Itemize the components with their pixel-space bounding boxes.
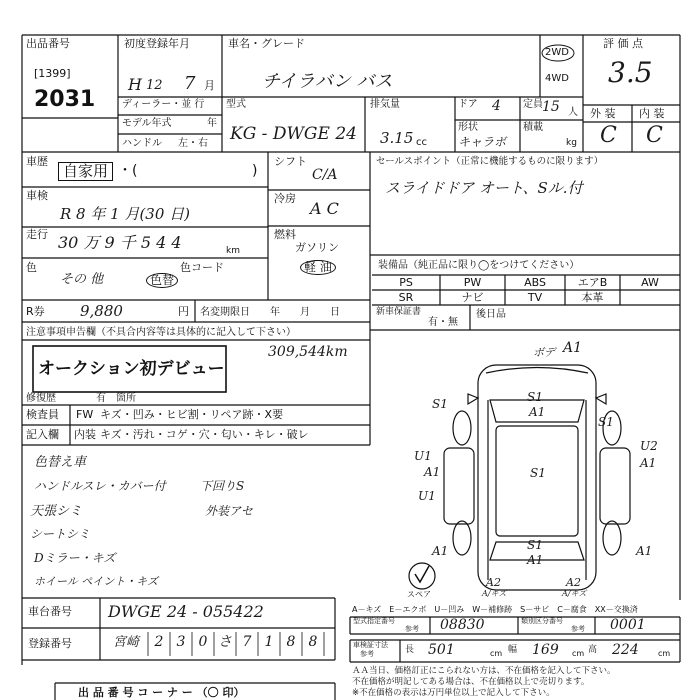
spare-label: スペア — [407, 590, 431, 599]
type-designation-sub: 参考 — [405, 625, 419, 633]
damage-mark: S1 — [527, 538, 543, 552]
type-label: 型式 — [226, 99, 246, 110]
damage-mark: A1 — [563, 340, 583, 356]
sales-point-value: スライドドア オート、Sル.付 — [385, 179, 583, 197]
notes-mileage: 309,544km — [268, 344, 348, 360]
notes-label: 注意事項申告欄（不具合内容等は具体的に記入して下さい） — [26, 327, 296, 338]
interior-label: 内 装 — [639, 107, 665, 120]
damage-mark: A/キズ — [482, 589, 507, 598]
capacity-label: 定員 — [523, 99, 543, 110]
doors-label: ドア — [458, 99, 478, 110]
history-value: 自家用 — [58, 162, 113, 181]
chassis-label: 車台番号 — [28, 605, 72, 618]
damage-mark: A1 — [529, 405, 546, 419]
repair-history-label: 修復歴 — [26, 393, 56, 404]
height-unit: cm — [658, 649, 671, 658]
ac-value: A C — [310, 199, 339, 218]
left-side-panel — [444, 448, 474, 524]
damage-mark: A1 — [527, 553, 544, 567]
equipment-leather: 本革 — [581, 291, 604, 304]
displacement-unit: cc — [416, 137, 427, 148]
warranty-label: 新車保証書 — [376, 307, 422, 317]
first-registration-month-unit: 月 — [204, 79, 215, 92]
lot-sub-number: [1399] — [34, 67, 71, 80]
lot-number-corner: 出 品 番 号 コ ー ナ ー （〇 印） — [78, 686, 245, 699]
type-designation-label: 型式指定番号 — [353, 617, 395, 625]
inspection-label: 車検 — [26, 189, 48, 202]
shift-label: シフト — [274, 155, 307, 168]
recycle-unit: 円 — [178, 305, 189, 318]
handwritten-note: 下回りS — [200, 479, 245, 493]
shape-value: キャラボ — [458, 135, 507, 149]
dimensions-sub: 参考 — [360, 650, 374, 658]
interior-items-label: 内装 — [74, 428, 96, 441]
handwritten-note: ホイール ペイント・キズ — [34, 575, 159, 588]
registration-cell: 1 — [264, 634, 274, 650]
registration-cell: 7 — [242, 634, 252, 650]
damage-mark: U1 — [414, 449, 432, 463]
notice-line: ※不在価格の表示は万円単位以上で記入して下さい。 — [352, 688, 555, 698]
equipment-aw: AW — [641, 276, 659, 289]
registration-region: 宮崎 — [112, 635, 139, 650]
height-value: 224 — [612, 642, 639, 658]
shift-value: C/A — [312, 167, 338, 183]
classification-label: 類別区分番号 — [521, 617, 563, 625]
color-label: 色 — [26, 261, 37, 274]
length-value: 501 — [428, 642, 455, 658]
displacement-label: 排気量 — [370, 99, 400, 110]
first-registration-label: 初度登録年月 — [124, 37, 190, 50]
load-unit: kg — [566, 138, 577, 148]
mileage-value: 30 万 9 千 5 4 4 — [58, 233, 182, 252]
fw-label: FW — [76, 408, 94, 421]
repaint-mark: 色替 — [146, 273, 178, 288]
drive-2wd: 2WD — [545, 47, 569, 58]
front-bumper — [486, 368, 588, 374]
length-label: 長 — [405, 645, 415, 655]
doors-value: 4 — [492, 98, 501, 114]
wheel-front-left — [453, 411, 471, 445]
load-label: 積載 — [523, 122, 543, 133]
length-unit: cm — [490, 649, 503, 658]
equipment-sr: SR — [398, 291, 414, 304]
model-year-label: モデル年式 — [122, 118, 172, 129]
registration-cell: 2 — [154, 634, 164, 650]
shape-label: 形状 — [458, 122, 478, 133]
capacity-unit: 人 — [568, 107, 578, 118]
car-name-label: 車名・グレード — [228, 37, 305, 50]
model-year-unit: 年 — [207, 118, 217, 129]
height-label: 高 — [588, 645, 598, 655]
first-registration-month: 7 — [184, 73, 196, 94]
warranty-value: 有・無 — [428, 317, 458, 328]
damage-mark: S1 — [432, 397, 448, 411]
damage-mark: A1 — [424, 465, 441, 479]
type-designation-value: 08830 — [440, 617, 485, 633]
handwritten-note: 外装アセ — [205, 504, 253, 518]
equipment-abs: ABS — [524, 276, 546, 289]
handwritten-note: Dミラー・キズ — [34, 551, 116, 565]
later-items-label: 後日品 — [476, 309, 506, 320]
damage-mark: ボデ — [533, 346, 555, 359]
registration-cell: 0 — [198, 634, 208, 650]
registration-cell: 3 — [176, 634, 186, 650]
inspector-label: 検査員 — [26, 408, 59, 421]
equipment-tv: TV — [527, 291, 543, 304]
capacity-value: 15 — [542, 99, 560, 115]
chassis-number: DWGE 24 - 055422 — [108, 602, 264, 621]
history-sep: ・( — [118, 163, 138, 179]
fuel-diesel: 軽 油 — [300, 260, 336, 275]
name-change-label: 名変期限日 — [200, 307, 250, 318]
damage-mark: A2 — [566, 576, 581, 589]
roof — [496, 426, 578, 536]
equipment-label: 装備品（純正品に限り◯をつけてください） — [378, 260, 580, 271]
sales-point-label: セールスポイント（正常に機能するものに限ります） — [376, 156, 604, 167]
inspector-entry-label: 記入欄 — [26, 428, 59, 441]
lot-number: 2031 — [34, 87, 96, 112]
damage-mark: A/キズ — [562, 589, 587, 598]
interior-grade: C — [646, 123, 663, 148]
damage-mark: S1 — [598, 415, 614, 429]
classification-sub: 参考 — [571, 625, 585, 633]
wheel-rear-right — [603, 521, 621, 555]
handwritten-note: 天張シミ — [30, 504, 83, 519]
ac-label: 冷房 — [274, 192, 296, 205]
dimensions-label: 車検証寸法 — [353, 641, 388, 649]
width-value: 169 — [532, 642, 559, 658]
mirror-right — [596, 394, 606, 404]
fuel-gasoline: ガソリン — [295, 241, 339, 254]
type-value: KG - DWGE 24 — [230, 124, 357, 144]
color-code-label: 色コード — [180, 261, 224, 274]
handwritten-note: ハンドルスレ・カバー付 — [34, 479, 166, 493]
repair-history-value: 有 — [96, 393, 106, 404]
registration-label: 登録番号 — [28, 637, 72, 650]
damage-mark: A2 — [486, 576, 501, 589]
handwritten-note: シートシミ — [30, 527, 91, 541]
damage-mark: A1 — [432, 544, 449, 558]
auction-debut-text: オークション初デビュー — [38, 359, 225, 379]
damage-mark: S1 — [530, 466, 546, 480]
handle-label: ハンドル — [122, 138, 162, 149]
inspection-value: R 8 年 1 月(30 日) — [60, 205, 191, 223]
damage-mark: S1 — [527, 390, 543, 404]
equipment-pw: PW — [463, 276, 482, 289]
first-registration-year: 12 — [146, 78, 163, 93]
recycle-label: R券 — [26, 305, 45, 318]
dealer-label: ディーラー・並 行 — [122, 99, 205, 110]
classification-value: 0001 — [610, 617, 646, 633]
recycle-value: 9,880 — [80, 302, 123, 320]
exterior-grade: C — [600, 123, 617, 148]
damage-legend: A－キズ E－エクボ U－凹み W－補修跡 S－サビ C－腐食 XX－交換済 — [352, 605, 638, 614]
car-name-value: チイラバン バス — [262, 71, 393, 92]
drive-4wd: 4WD — [545, 73, 569, 84]
repair-history-unit: 箇所 — [116, 393, 136, 404]
exterior-label: 外 装 — [590, 107, 616, 120]
fuel-label: 燃料 — [274, 228, 296, 241]
fw-items: キズ・凹み・ヒビ割・リペア跡・X要 — [100, 408, 284, 421]
spare-check-icon — [415, 566, 429, 582]
notice-line: ＡＡ当日、価格訂正にこられない方は、不在価格を記入して下さい。 — [352, 666, 616, 676]
right-side-panel — [600, 448, 630, 524]
equipment-navi: ナビ — [461, 291, 484, 304]
history-close: ) — [252, 163, 258, 179]
equipment-airbag: エアB — [577, 276, 608, 289]
handle-value: 左・右 — [178, 138, 208, 149]
lot-label: 出品番号 — [26, 37, 70, 50]
interior-items: キズ・汚れ・コゲ・穴・匂い・キレ・破レ — [100, 428, 309, 441]
registration-cell: 8 — [286, 634, 296, 650]
score-label: 評 価 点 — [603, 37, 643, 50]
width-label: 幅 — [508, 645, 518, 655]
registration-cell: さ — [218, 634, 232, 650]
damage-mark: U2 — [640, 439, 658, 453]
score-value: 3.5 — [608, 56, 653, 89]
first-registration-era: H — [128, 75, 142, 94]
mileage-unit: km — [226, 246, 240, 256]
name-change-value: 年 月 日 — [270, 307, 340, 318]
mileage-label: 走行 — [26, 228, 48, 241]
color-value: その 他 — [60, 272, 104, 287]
history-label: 車歴 — [26, 155, 48, 168]
displacement-value: 3.15 — [380, 129, 414, 147]
handwritten-note: 色替え車 — [34, 455, 87, 470]
spare-tire — [409, 563, 435, 589]
notice-line: 不在価格が明記してある場合は、不在価格以上で売切ります。 — [352, 677, 590, 687]
damage-mark: U1 — [418, 489, 436, 503]
equipment-ps: PS — [399, 276, 413, 289]
registration-cell: 8 — [308, 634, 318, 650]
wheel-rear-left — [453, 521, 471, 555]
damage-mark: A1 — [636, 544, 653, 558]
mirror-left — [468, 394, 478, 404]
damage-mark: A1 — [640, 456, 657, 470]
width-unit: cm — [572, 649, 585, 658]
